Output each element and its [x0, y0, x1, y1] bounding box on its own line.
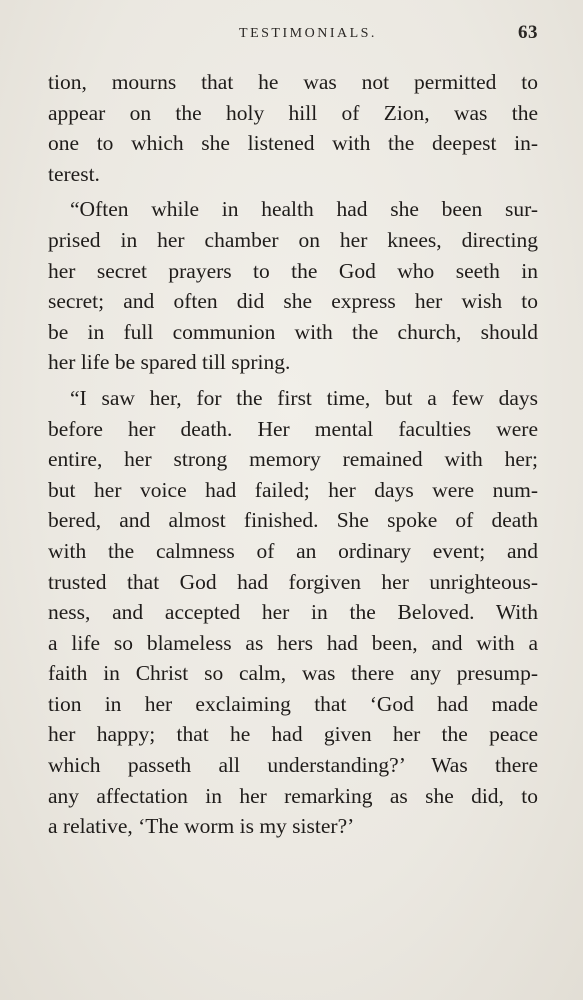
paragraph-3	[48, 383, 538, 842]
paragraph-1	[48, 67, 538, 189]
paragraph-2	[48, 194, 538, 378]
page-number: 63	[518, 22, 538, 43]
text-line: which passeth all understanding?’ Was there	[48, 753, 538, 778]
text-line: “I saw her, for the first time, but a few days	[70, 385, 538, 410]
text-line: trusted that God had forgiven her unrighteous-	[48, 569, 538, 594]
text-line: entire, her strong memory remained with her;	[48, 447, 538, 472]
body-text	[48, 67, 538, 842]
text-line: faith in Christ so calm, was there any presump-	[48, 661, 538, 686]
text-line: any affectation in her remarking as she did, to	[48, 783, 538, 808]
text-line: prised in her chamber on her knees, directing	[48, 227, 538, 252]
text-line: with the calmness of an ordinary event; and	[48, 538, 538, 563]
text-line: secret; and often did she express her wish to	[48, 289, 538, 314]
text-line: be in full communion with the church, should	[48, 319, 538, 344]
text-line: a relative, ‘The worm is my sister?’	[48, 814, 355, 839]
text-line: tion in her exclaiming that ‘God had made	[48, 691, 538, 716]
running-head: TESTIMONIALS.	[239, 26, 377, 41]
page-header	[48, 22, 538, 48]
text-line: her secret prayers to the God who seeth in	[48, 258, 538, 283]
text-line: before her death. Her mental faculties were	[48, 416, 538, 441]
text-line: terest.	[48, 161, 100, 186]
text-line: appear on the holy hill of Zion, was the	[48, 100, 538, 125]
text-line: her happy; that he had given her the peace	[48, 722, 538, 747]
text-line: bered, and almost finished. She spoke of death	[48, 508, 538, 533]
text-line: a life so blameless as hers had been, and with a	[48, 630, 538, 655]
text-line: her life be spared till spring.	[48, 350, 291, 375]
text-line: “Often while in health had she been sur-	[70, 197, 538, 222]
text-line: tion, mourns that he was not permitted to	[48, 70, 538, 94]
text-line: but her voice had failed; her days were num-	[48, 477, 538, 502]
text-line: ness, and accepted her in the Beloved. With	[48, 600, 538, 625]
text-line: one to which she listened with the deepest in-	[48, 131, 538, 156]
